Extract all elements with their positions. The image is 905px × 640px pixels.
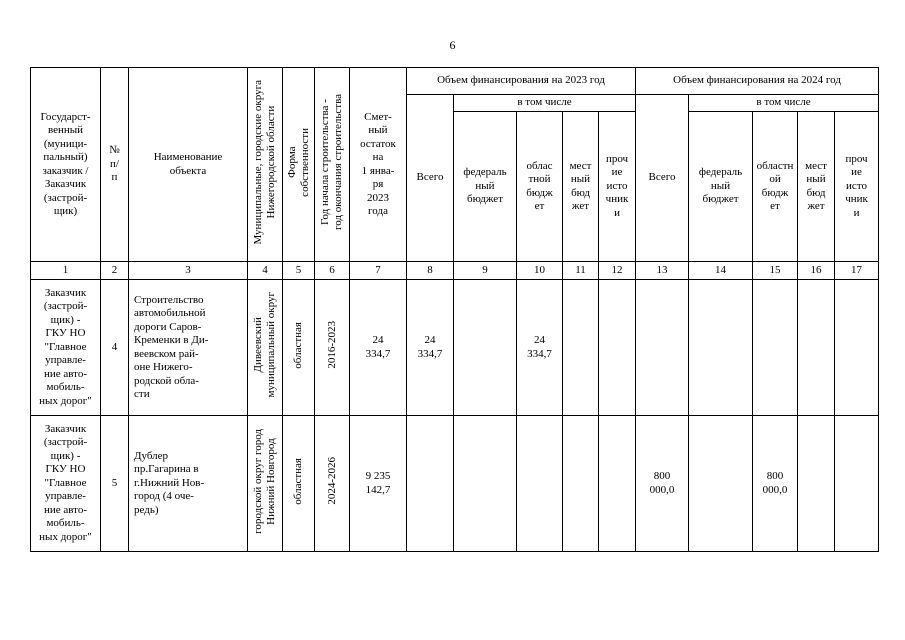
header-other-2024: проч ие исто чник и <box>835 112 879 262</box>
row-other-2024 <box>835 280 879 416</box>
col-num: 13 <box>636 262 689 280</box>
row-ownership: областная <box>292 321 304 369</box>
financing-table <box>30 67 879 552</box>
col-num: 7 <box>350 262 407 280</box>
header-including-2023: в том числе <box>454 95 636 112</box>
row-municipality: Дивеевский муниципальный округ <box>252 292 277 398</box>
header-financing-2024: Объем финансирования на 2024 год <box>636 68 879 95</box>
header-federal-2023: федераль ный бюджет <box>454 112 517 262</box>
row-object-name: Дублер пр.Гагарина в г.Нижний Нов- город (4 оче- редь) <box>129 416 248 552</box>
row-estimate: 24 334,7 <box>350 280 407 416</box>
header-total-2023: Всего <box>407 95 454 262</box>
header-customer: Государст- венный (муници- пальный) заказчик / Заказчик (застрой- щик) <box>31 68 101 262</box>
col-num: 11 <box>563 262 599 280</box>
header-financing-2023: Объем финансирования на 2023 год <box>407 68 636 95</box>
col-num: 4 <box>248 262 283 280</box>
col-num: 3 <box>129 262 248 280</box>
row-local-2024 <box>798 416 835 552</box>
header-regional-2024: областной бюдж ет <box>753 112 798 262</box>
col-num: 10 <box>517 262 563 280</box>
header-construction-years: Год начала строительства - год окончания строительства <box>319 94 344 231</box>
row-federal-2024 <box>689 416 753 552</box>
row-regional-2023: 24 334,7 <box>517 280 563 416</box>
row-federal-2023 <box>454 416 517 552</box>
col-num: 17 <box>835 262 879 280</box>
header-local-2024: мест ный бюд жет <box>798 112 835 262</box>
col-num: 16 <box>798 262 835 280</box>
row-total-2023: 24 334,7 <box>407 280 454 416</box>
table-row <box>31 280 879 416</box>
row-municipality: городской округ город Нижний Новгород <box>252 428 277 534</box>
row-ownership: областная <box>292 457 304 505</box>
row-years: 2016-2023 <box>325 321 338 370</box>
row-total-2023 <box>407 416 454 552</box>
row-years: 2024-2026 <box>325 457 338 506</box>
col-num: 6 <box>315 262 350 280</box>
header-federal-2024: федераль ный бюджет <box>689 112 753 262</box>
col-num: 14 <box>689 262 753 280</box>
header-total-2024: Всего <box>636 95 689 262</box>
header-estimate-balance: Смет- ный остаток на 1 янва- ря 2023 года <box>350 68 407 262</box>
row-federal-2024 <box>689 280 753 416</box>
row-other-2023 <box>599 416 636 552</box>
col-num: 2 <box>101 262 129 280</box>
col-num: 8 <box>407 262 454 280</box>
header-regional-2023: облас тной бюдж ет <box>517 112 563 262</box>
row-customer: Заказчик (застрой- щик) - ГКУ НО "Главное управле- ние авто- мобиль- ных дорог" <box>31 416 101 552</box>
col-num: 9 <box>454 262 517 280</box>
page-number: 6 <box>449 38 456 52</box>
column-number-row <box>31 262 879 280</box>
table-row <box>31 416 879 552</box>
row-regional-2024 <box>753 280 798 416</box>
header-including-2024: в том числе <box>689 95 879 112</box>
row-regional-2024: 800 000,0 <box>753 416 798 552</box>
header-municipality: Муниципальные, городские округа Нижегородской области <box>252 80 277 245</box>
header-other-2023: проч ие исто чник и <box>599 112 636 262</box>
col-num: 5 <box>283 262 315 280</box>
row-customer: Заказчик (застрой- щик) - ГКУ НО "Главное управле- ние авто- мобиль- ных дорог" <box>31 280 101 416</box>
header-ownership: Форма собственности <box>285 127 311 197</box>
row-estimate: 9 235 142,7 <box>350 416 407 552</box>
row-total-2024: 800 000,0 <box>636 416 689 552</box>
header-num: № п/ п <box>101 68 129 262</box>
row-other-2024 <box>835 416 879 552</box>
row-federal-2023 <box>454 280 517 416</box>
row-regional-2023 <box>517 416 563 552</box>
row-other-2023 <box>599 280 636 416</box>
row-local-2023 <box>563 416 599 552</box>
row-local-2024 <box>798 280 835 416</box>
row-num: 4 <box>101 280 129 416</box>
col-num: 15 <box>753 262 798 280</box>
row-object-name: Строительство автомобильной дороги Саров- Кременки в Ди- веевском рай- оне Нижего- родской обла- сти <box>129 280 248 416</box>
header-object-name: Наименование объекта <box>129 68 248 262</box>
row-local-2023 <box>563 280 599 416</box>
col-num: 1 <box>31 262 101 280</box>
row-num: 5 <box>101 416 129 552</box>
col-num: 12 <box>599 262 636 280</box>
row-total-2024 <box>636 280 689 416</box>
header-local-2023: мест ный бюд жет <box>563 112 599 262</box>
